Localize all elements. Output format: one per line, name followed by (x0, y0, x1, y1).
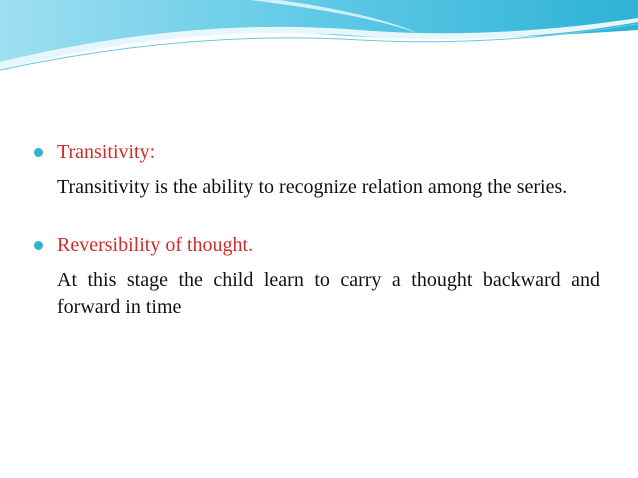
bullet-icon (34, 148, 43, 157)
bullet-icon (34, 241, 43, 250)
item-heading: Reversibility of thought. (57, 234, 254, 256)
item-body: At this stage the child learn to carry a thought backward and forward in time (57, 269, 600, 318)
header-wave-decoration (0, 0, 638, 80)
item-heading: Transitivity: (57, 141, 156, 163)
item-body: Transitivity is the ability to recognize relation among the series. (57, 176, 568, 198)
bullet-list (34, 138, 600, 321)
list-item (34, 138, 600, 166)
list-item (34, 231, 600, 259)
